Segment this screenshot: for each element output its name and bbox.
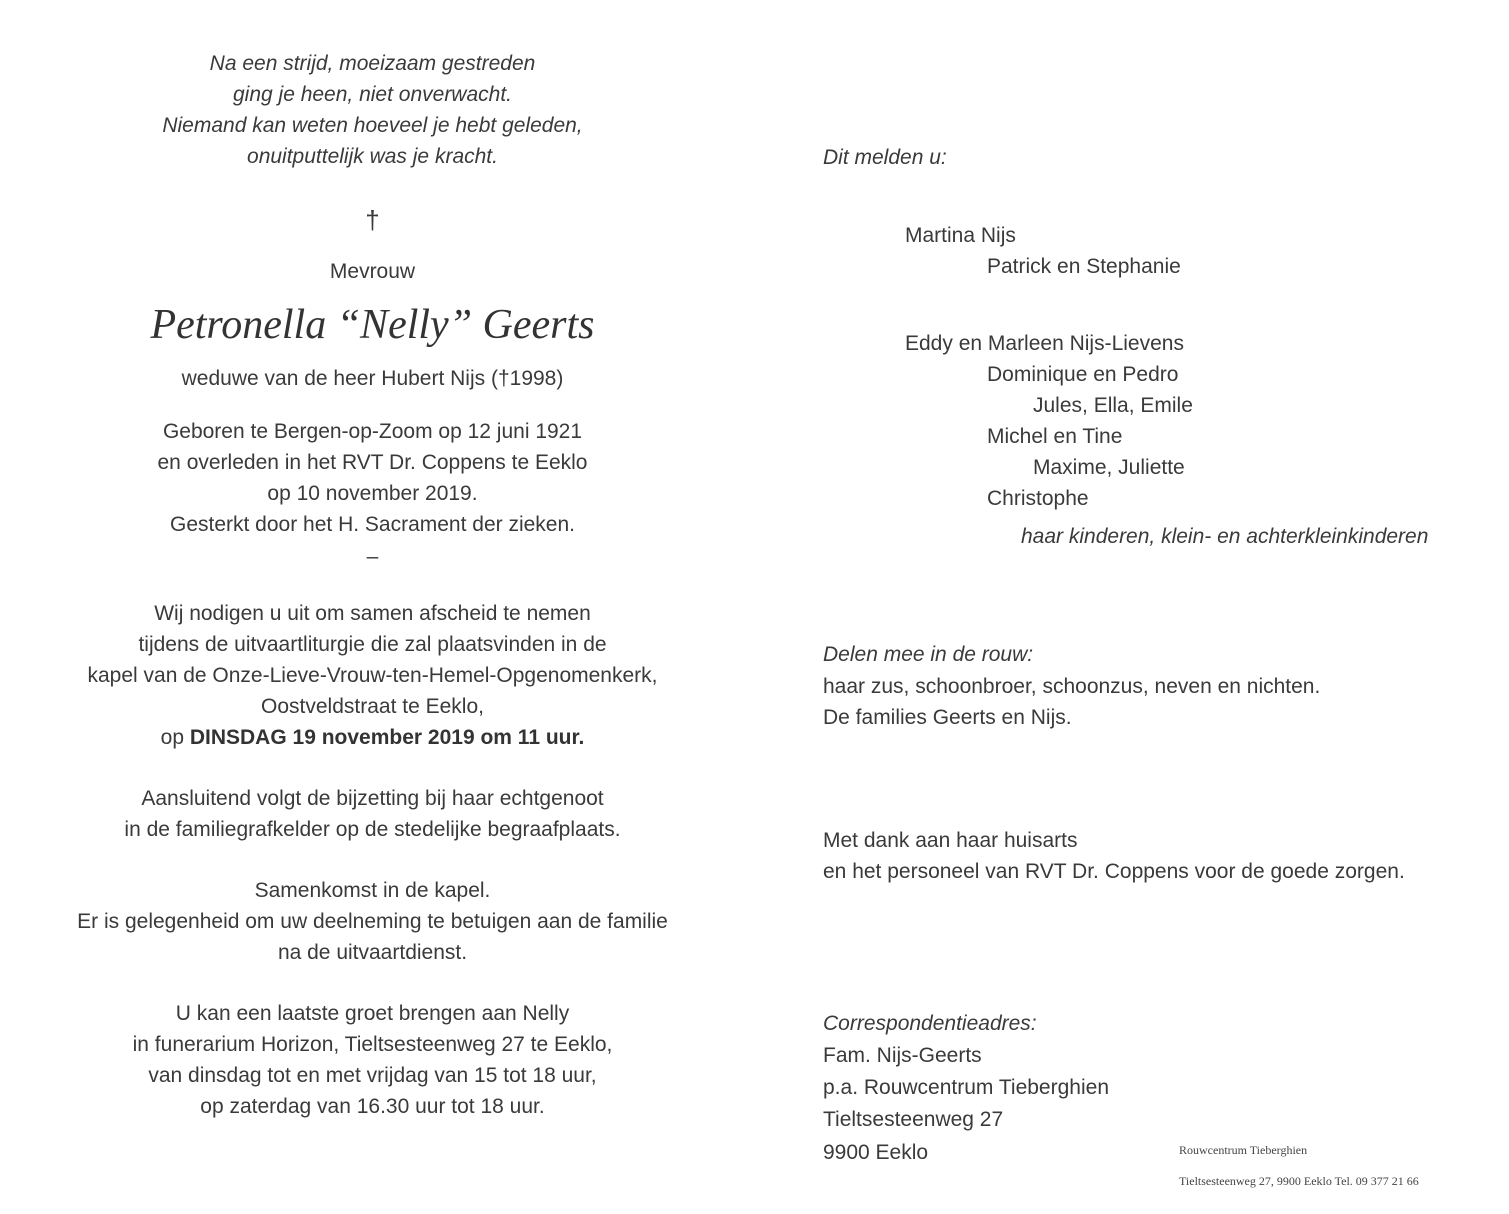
thanks-line-1: Met dank aan haar huisarts — [823, 829, 1078, 852]
correspondence-line-3: Tieltsesteenweg 27 — [823, 1108, 1004, 1131]
correspondence-line-1: Fam. Nijs-Geerts — [823, 1044, 982, 1067]
separator-dash: – — [366, 545, 379, 568]
family-patrick: Patrick en Stephanie — [987, 255, 1181, 278]
funeral-home-name: Rouwcentrum Tieberghien — [1179, 1143, 1308, 1157]
burial-line-1: Aansluitend volgt de bijzetting bij haar echtgenoot — [141, 787, 604, 810]
family-christophe: Christophe — [987, 487, 1089, 510]
correspondence-heading: Correspondentieadres: — [823, 1012, 1037, 1035]
family-maxime: Maxime, Juliette — [1033, 456, 1185, 479]
family-eddy: Eddy en Marleen Nijs-Lievens — [905, 332, 1184, 355]
gathering-line-2: Er is gelegenheid om uw deelneming te betuigen aan de familie — [77, 910, 668, 933]
announce-heading: Dit melden u: — [823, 146, 947, 169]
birth-line-3: op 10 november 2019. — [267, 482, 478, 505]
gathering-line-1: Samenkomst in de kapel. — [254, 879, 491, 902]
gathering-line-3: na de uitvaartdienst. — [277, 941, 468, 964]
service-date-prefix: op — [160, 726, 190, 749]
birth-line-1: Geboren te Bergen-op-Zoom op 12 juni 1921 — [162, 420, 583, 443]
visit-line-1: U kan een laatste groet brengen aan Nelly — [175, 1002, 570, 1025]
funeral-home-address: Tieltsesteenweg 27, 9900 Eeklo Tel. 09 377 21 66 — [1179, 1174, 1419, 1188]
mourn-line-2: De families Geerts en Nijs. — [823, 706, 1072, 729]
mourn-heading: Delen mee in de rouw: — [823, 643, 1034, 666]
correspondence-line-4: 9900 Eeklo — [823, 1141, 929, 1164]
visit-line-4: op zaterdag van 16.30 uur tot 18 uur. — [200, 1095, 545, 1118]
family-dominique: Dominique en Pedro — [987, 363, 1179, 386]
service-date-line — [20, 722, 725, 753]
title-mevrouw: Mevrouw — [329, 260, 416, 283]
visit-line-3: van dinsdag tot en met vrijdag van 15 tot 18 uur, — [148, 1064, 597, 1087]
family-relation: haar kinderen, klein- en achterkleinkinderen — [1021, 525, 1429, 548]
poem-line-2: ging je heen, niet onverwacht. — [232, 83, 513, 106]
invite-line-2: tijdens de uitvaartliturgie die zal plaatsvinden in de — [138, 633, 607, 656]
cross-icon: † — [365, 205, 380, 235]
family-michel: Michel en Tine — [987, 425, 1123, 448]
family-martina: Martina Nijs — [905, 224, 1016, 247]
deceased-name: Petronella “Nelly” Geerts — [150, 302, 595, 348]
birth-line-4: Gesterkt door het H. Sacrament der zieken. — [169, 513, 576, 536]
correspondence-line-2: p.a. Rouwcentrum Tieberghien — [823, 1076, 1109, 1099]
service-date: DINSDAG 19 november 2019 om 11 uur. — [189, 726, 585, 749]
thanks-line-2: en het personeel van RVT Dr. Coppens voor de goede zorgen. — [823, 860, 1405, 883]
invite-line-4: Oostveldstraat te Eeklo, — [261, 695, 484, 718]
widow-line: weduwe van de heer Hubert Nijs (†1998) — [181, 367, 564, 390]
birth-line-2: en overleden in het RVT Dr. Coppens te Eeklo — [157, 451, 588, 474]
family-jules: Jules, Ella, Emile — [1033, 394, 1193, 417]
poem-line-1: Na een strijd, moeizaam gestreden — [209, 52, 536, 75]
left-column — [20, 48, 725, 1122]
invite-line-3: kapel van de Onze-Lieve-Vrouw-ten-Hemel-Opgenomenkerk, — [87, 664, 658, 687]
mourn-line-1: haar zus, schoonbroer, schoonzus, neven en nichten. — [823, 675, 1321, 698]
poem-line-4: onuitputtelijk was je kracht. — [247, 145, 498, 168]
poem-line-3: Niemand kan weten hoeveel je hebt geleden, — [162, 114, 583, 137]
burial-line-2: in de familiegrafkelder op de stedelijke begraafplaats. — [124, 818, 621, 841]
visit-line-2: in funerarium Horizon, Tieltsesteenweg 27 te Eeklo, — [132, 1033, 613, 1056]
invite-line-1: Wij nodigen u uit om samen afscheid te nemen — [154, 602, 591, 625]
